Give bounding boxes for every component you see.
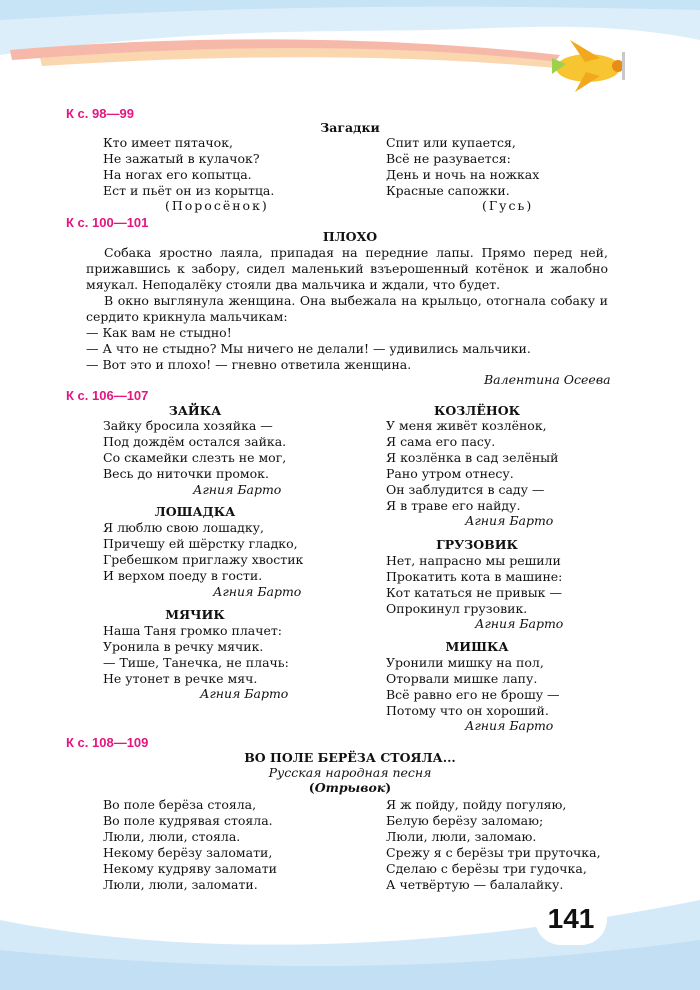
verse-line: Наша Таня громко плачет: — [103, 623, 283, 638]
poem-title: ЗАЙКА — [168, 403, 222, 418]
verse-line: Красные сапожки. — [386, 183, 510, 198]
poem-title: МИШКА — [445, 639, 509, 654]
poem-mishka — [386, 655, 560, 719]
verse-line: Причешу ей шёрстку гладко, — [103, 536, 298, 551]
verse-line: Потому что он хороший. — [386, 703, 549, 718]
note-text: Отрывок — [314, 780, 386, 795]
verse-line: Опрокинул грузовик. — [386, 601, 528, 616]
section-heading: К с. 106—107 — [66, 388, 149, 403]
verse-line: И верхом поеду в гости. — [103, 568, 263, 583]
note-bracket-open: ( — [308, 780, 315, 795]
dialogue-line: — А что не стыдно? Мы ничего не делали! — удивились мальчики. — [86, 341, 531, 356]
poem-gruzovik — [386, 553, 562, 617]
poem-title: ГРУЗОВИК — [436, 537, 518, 552]
verse-line: Под дождём остался зайка. — [103, 434, 287, 449]
dialogue-line: — Вот это и плохо! — гневно ответила женщина. — [86, 357, 412, 372]
song-subtitle: Русская народная песня — [268, 765, 432, 780]
song-note — [220, 780, 480, 795]
paragraph: В окно выглянула женщина. Она выбежала на крыльцо, отогнала собаку и сердито крикнула мальчикам: — [86, 293, 608, 324]
verse-line: Уронила в речку мячик. — [103, 639, 264, 654]
verse-line: Кто имеет пятачок, — [103, 135, 233, 150]
verse-line: Всё не разувается: — [386, 151, 511, 166]
poem-kozlenok — [386, 418, 558, 514]
song-title: ВО ПОЛЕ БЕРЁЗА СТОЯЛА... — [244, 750, 456, 765]
verse-line: Я ж пойду, пойду погуляю, — [386, 797, 567, 812]
poem-zaika — [103, 418, 286, 482]
riddle-answer: (Гусь) — [482, 198, 534, 213]
verse-line: Всё равно его не брошу — — [386, 687, 560, 702]
note-bracket-close: ) — [385, 780, 392, 795]
story-text — [86, 245, 608, 373]
page-number: 141 — [535, 893, 607, 945]
verse-line: Нет, напрасно мы решили — [386, 553, 561, 568]
verse-line: У меня живёт козлёнок, — [386, 418, 547, 433]
poem-title: КОЗЛЁНОК — [434, 403, 520, 418]
verse-line: Люли, люли, заломаю. — [386, 829, 537, 844]
verse-line: Я козлёнка в сад зелёный — [386, 450, 559, 465]
song-left — [103, 797, 277, 893]
poem-title: ЛОШАДКА — [154, 504, 236, 519]
section-heading: К с. 100—101 — [66, 215, 149, 230]
verse-line: Зайку бросила хозяйка — — [103, 418, 273, 433]
story-author: Валентина Осеева — [484, 372, 611, 387]
poem-author: Агния Барто — [465, 513, 554, 528]
verse-line: Кот кататься не привык — — [386, 585, 562, 600]
verse-line: Я в траве его найду. — [386, 498, 521, 513]
verse-line: Он заблудится в саду — — [386, 482, 545, 497]
riddle-answer: (Поросёнок) — [165, 198, 269, 213]
poem-author: Агния Барто — [475, 616, 564, 631]
verse-line: На ногах его копытца. — [103, 167, 252, 182]
riddle-right — [386, 135, 539, 199]
verse-line: Прокатить кота в машине: — [386, 569, 563, 584]
poem-author: Агния Барто — [213, 584, 302, 599]
poem-myachik — [103, 623, 289, 687]
poem-author: Агния Барто — [193, 482, 282, 497]
verse-line: Не утонет в речке мяч. — [103, 671, 258, 686]
verse-line: Я люблю свою лошадку, — [103, 520, 265, 535]
verse-line: Во поле кудрявая стояла. — [103, 813, 273, 828]
verse-line: Некому берёзу заломати, — [103, 845, 273, 860]
story-title: ПЛОХО — [322, 229, 378, 244]
verse-line: Люли, люли, стояла. — [103, 829, 241, 844]
verse-line: Люли, люли, заломати. — [103, 877, 258, 892]
verse-line: Белую берёзу заломаю; — [386, 813, 544, 828]
verse-line: Рано утром отнесу. — [386, 466, 514, 481]
verse-line: Срежу я с берёзы три пруточка, — [386, 845, 601, 860]
verse-line: А четвёртую — балалайку. — [386, 877, 564, 892]
verse-line: Ест и пьёт он из корытца. — [103, 183, 275, 198]
dialogue-line: — Как вам не стыдно! — [86, 325, 232, 340]
verse-line: Я сама его пасу. — [386, 434, 496, 449]
verse-line: Спит или купается, — [386, 135, 516, 150]
verse-line: Гребешком приглажу хвостик — [103, 552, 304, 567]
verse-line: — Тише, Танечка, не плачь: — [103, 655, 289, 670]
poem-author: Агния Барто — [200, 686, 289, 701]
riddle-left — [103, 135, 274, 199]
verse-line: Весь до ниточки промок. — [103, 466, 269, 481]
verse-line: Уронили мишку на пол, — [386, 655, 544, 670]
verse-line: Со скамейки слезть не мог, — [103, 450, 287, 465]
paragraph: Собака яростно лаяла, припадая на передние лапы. Прямо перед ней, прижавшись к забору, сидел маленький взъерошенный котёнок и жалобно мяукал. Неподалёку стояли два мальчика и ждали, что будет. — [86, 245, 608, 292]
verse-line: Сделаю с берёзы три гудочка, — [386, 861, 587, 876]
verse-line: Не зажатый в кулачок? — [103, 151, 260, 166]
section-heading: К с. 108—109 — [66, 735, 149, 750]
riddles-title: Загадки — [320, 120, 380, 135]
verse-line: Некому кудряву заломати — [103, 861, 277, 876]
verse-line: Во поле берёза стояла, — [103, 797, 257, 812]
section-heading: К с. 98—99 — [66, 106, 134, 121]
verse-line: День и ночь на ножках — [386, 167, 540, 182]
song-right — [386, 797, 601, 893]
poem-loshadka — [103, 520, 303, 584]
verse-line: Оторвали мишке лапу. — [386, 671, 538, 686]
poem-author: Агния Барто — [465, 718, 554, 733]
poem-title: МЯЧИК — [165, 607, 225, 622]
